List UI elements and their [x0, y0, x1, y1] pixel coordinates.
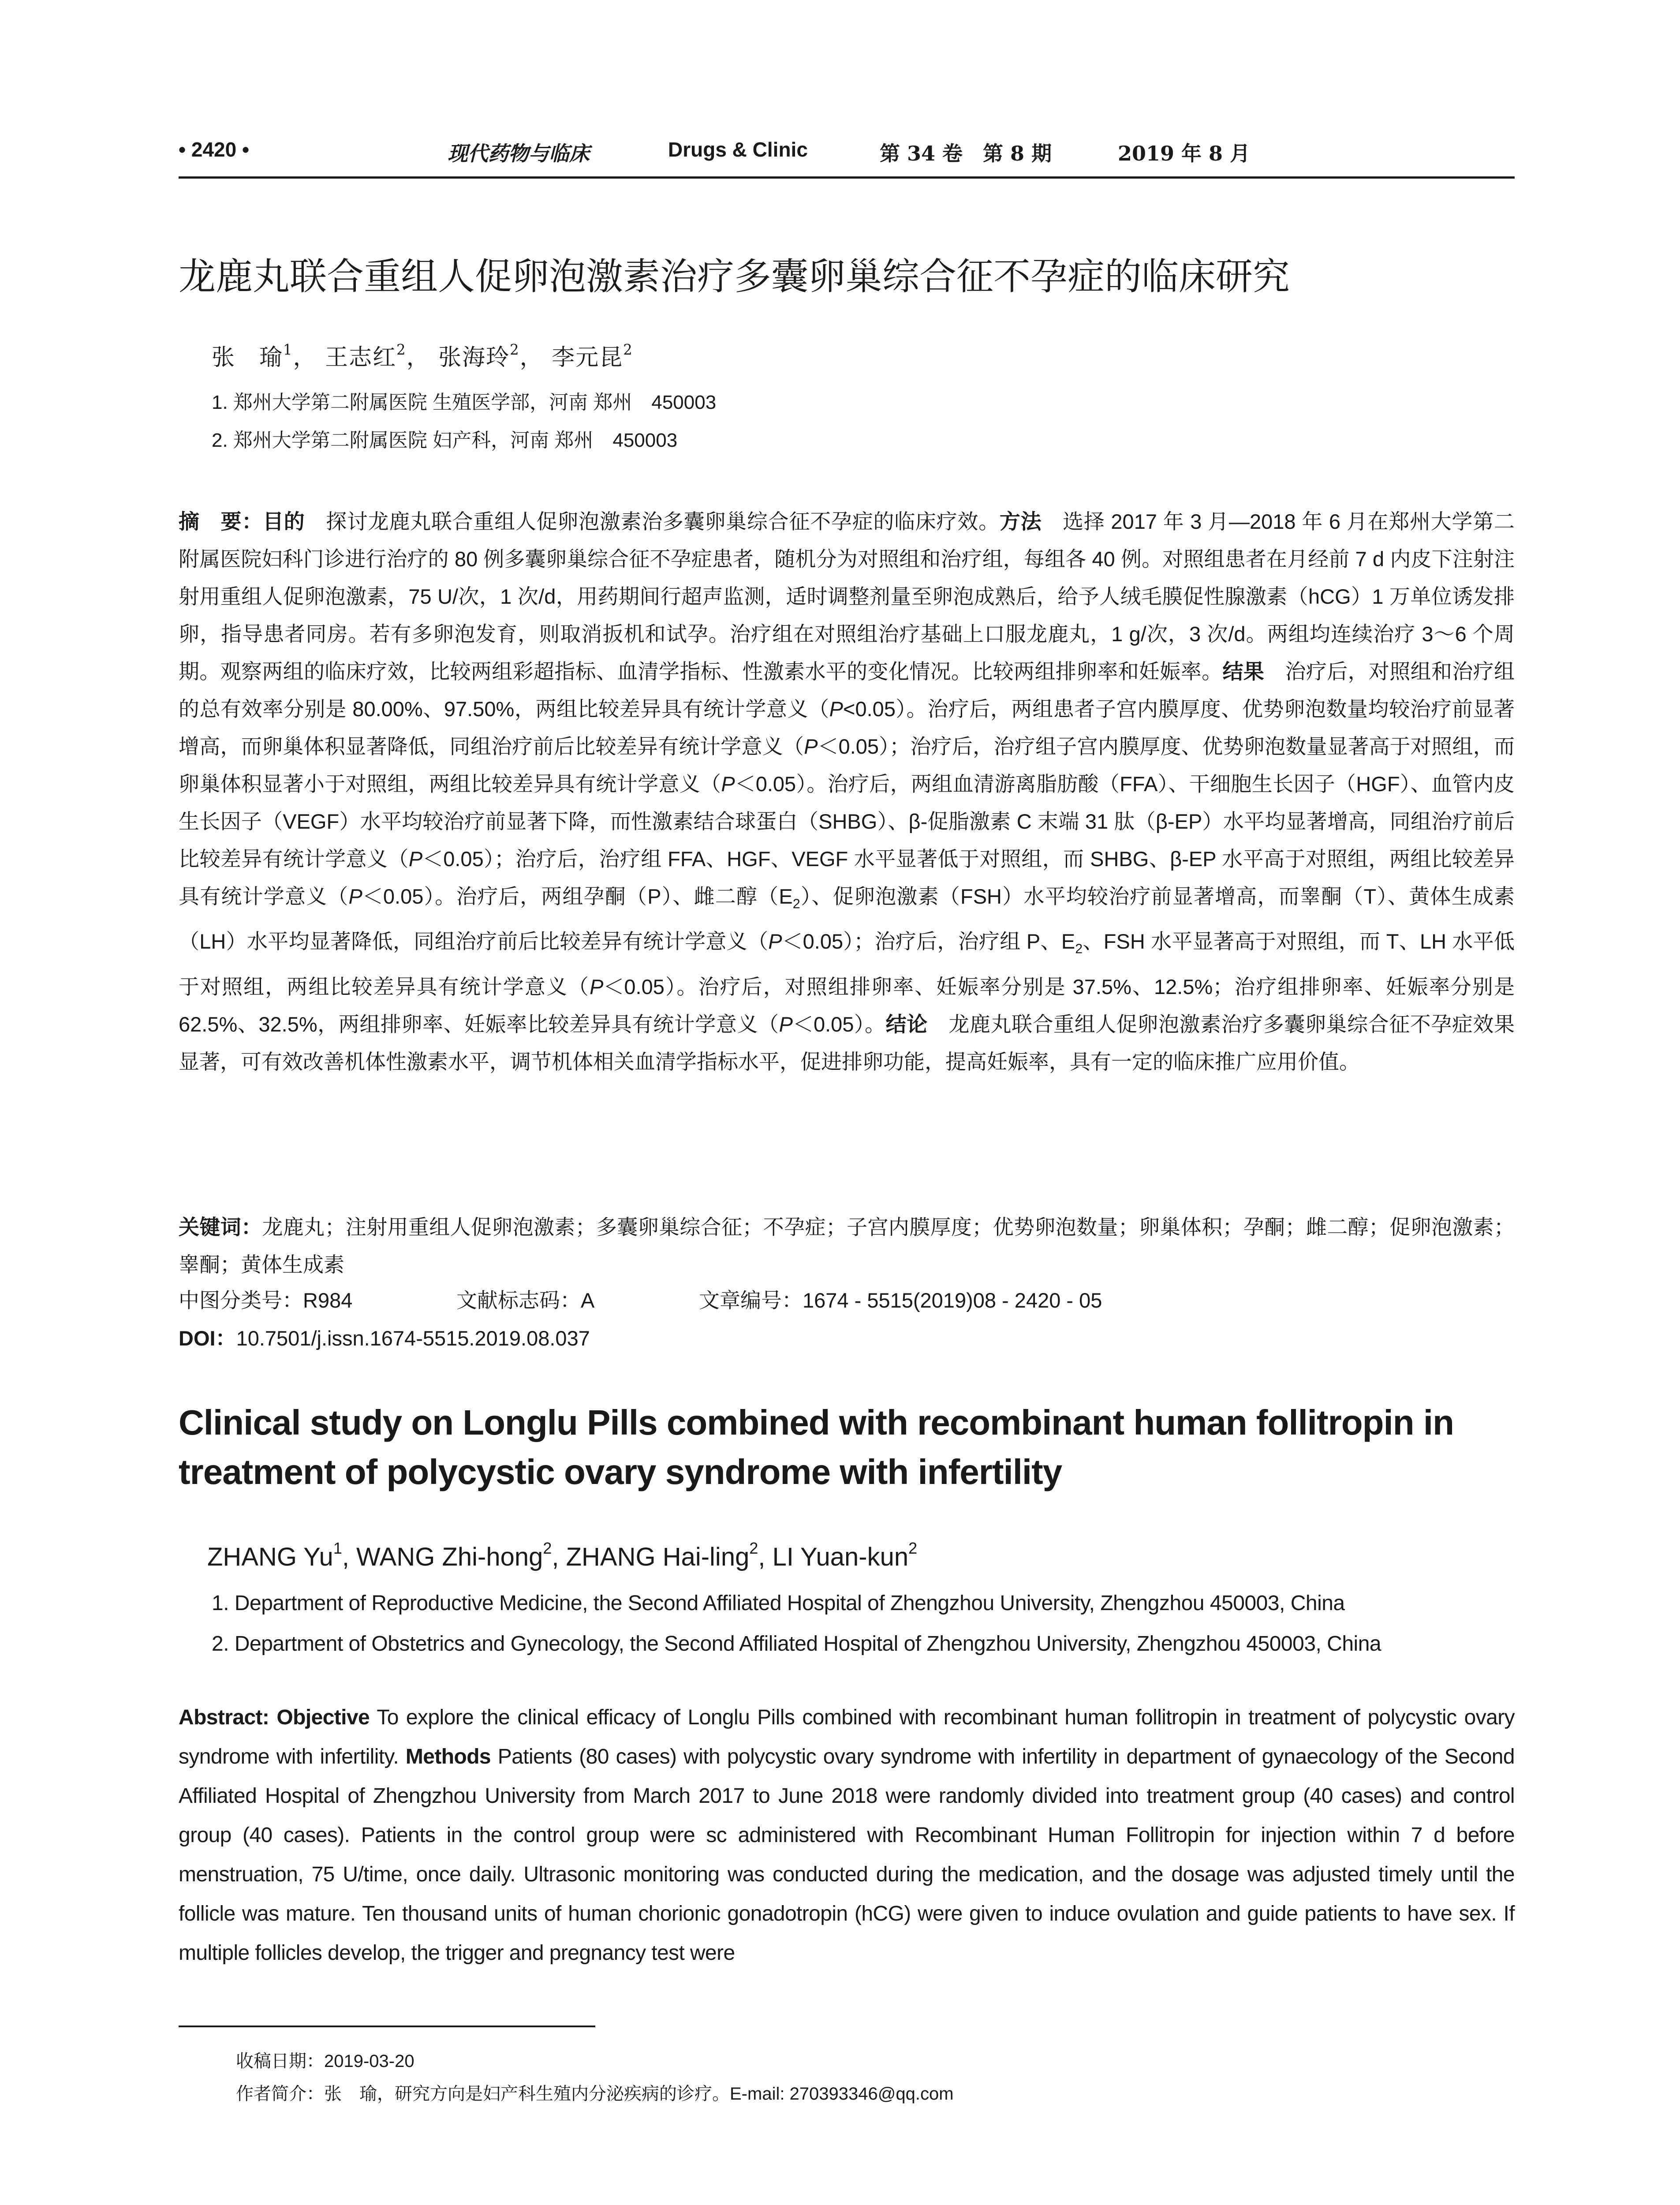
p-value-symbol: P	[779, 1012, 793, 1036]
results-text: ＜0.05）；治疗后，治疗组 FFA、HGF、VEGF 水平显著低于对照组，而 SHBG、β-EP 水平高于对照组，两组比较差异具有统计学意义（	[179, 847, 1515, 908]
author-name: 张 瑜	[212, 344, 284, 371]
author-affiliation-mark: 2	[543, 1539, 552, 1557]
p-value-symbol: P	[590, 975, 604, 998]
volume-issue: 第 34 卷 第 8 期	[880, 142, 1052, 165]
affiliation-en-1: 1. Department of Reproductive Medicine, the Second Affiliated Hospital of Zhengzhou University, Zhengzhou 450003, China	[212, 1592, 1345, 1615]
abstract-cn	[179, 503, 1515, 1080]
doi-line	[179, 1322, 590, 1352]
running-header	[179, 138, 1515, 177]
p-value-symbol: P	[829, 697, 844, 721]
results-text: 治疗后，对照组和治疗组的总有效率分别是 80.00%、97.50%，两组比较差异具有统计学意义（	[179, 660, 1515, 721]
keywords-cn	[179, 1208, 1515, 1283]
results-text: ）、促卵泡激素（FSH）水平均较治疗前显著增高，而睾酮（T）、黄体生成素（LH）水平均显著降低，同组治疗前后比较差异有统计学意义（	[179, 885, 1515, 953]
p-value-symbol: P	[348, 885, 362, 908]
affiliation-cn-2: 2. 郑州大学第二附属医院 妇产科，河南 郑州 450003	[212, 430, 678, 451]
objective-label-en: Objective	[276, 1706, 370, 1729]
author-affiliation-mark: 1	[333, 1539, 342, 1557]
author-affiliation-mark: 1	[283, 341, 293, 358]
author-name: LI Yuan-kun	[772, 1542, 909, 1571]
author-name: WANG Zhi-hong	[356, 1542, 543, 1571]
affiliation-en-2: 2. Department of Obstetrics and Gynecology, the Second Affiliated Hospital of Zhengzhou University, Zhengzhou 450003, China	[212, 1632, 1381, 1656]
issue-date: 2019 年 8 月	[1118, 142, 1251, 165]
results-text: ＜0.05）；治疗后，治疗组子宫内膜厚度、优势卵泡数量显著高于对照组，而卵巢体积显著小于对照组，两组比较差异具有统计学意义（	[179, 735, 1515, 796]
journal-name-cn: 现代药物与临床	[448, 142, 590, 165]
methods-label: 方法	[999, 510, 1042, 533]
authors-cn: 张 瑜$^1$， 王志红$^2$， 张海玲$^2$， 李元昆$^2$	[212, 341, 633, 371]
author-affiliation-mark: 2	[749, 1539, 758, 1557]
objective-label: 目的	[262, 510, 305, 533]
subscript: 2	[1075, 941, 1083, 957]
objective-text: 探讨龙鹿丸联合重组人促卵泡激素治多囊卵巢综合征不孕症的临床疗效。	[305, 510, 1000, 533]
abstract-en	[179, 1698, 1515, 1973]
author-bio: 作者简介：张 瑜，研究方向是妇产科生殖内分泌疾病的诊疗。E-mail: 270393346@qq.com	[236, 2084, 954, 2104]
header-rule	[179, 176, 1515, 179]
results-text: 、FSH 水平显著高于对照组，而 T、LH 水平低于对照组，两组比较差异具有统计学意义（	[179, 930, 1515, 998]
article-title-cn: 龙鹿丸联合重组人促卵泡激素治疗多囊卵巢综合征不孕症的临床研究	[179, 256, 1290, 297]
doi-label: DOI：	[179, 1327, 236, 1350]
clc-number: 中图分类号：R984	[179, 1289, 353, 1312]
author-name: 张海玲	[438, 344, 510, 371]
keywords-text: 龙鹿丸；注射用重组人促卵泡激素；多囊卵巢综合征；不孕症；子宫内膜厚度；优势卵泡数量；卵巢体积；孕酮；雌二醇；促卵泡激素；睾酮；黄体生成素	[179, 1215, 1515, 1276]
results-text: ＜0.05）。治疗后，对照组排卵率、妊娠率分别是 37.5%、12.5%；治疗组排卵率、妊娠率分别是 62.5%、32.5%，两组排卵率、妊娠率比较差异具有统计学意义（	[179, 975, 1515, 1036]
journal-name-en: Drugs & Clinic	[668, 138, 808, 161]
keywords-label: 关键词：	[179, 1215, 262, 1239]
results-text: ＜0.05）。治疗后，两组血清游离脂肪酸（FFA）、干细胞生长因子（HGF）、血管内皮生长因子（VEGF）水平均较治疗前显著下降，而性激素结合球蛋白（SHBG）、β-促脂激素 C 末端 31 肽（β-EP）水平均显著增高，同组治疗前后比较差异有统计学意义（	[179, 772, 1515, 871]
results-text: ＜0.05）。治疗后，两组孕酮（P）、雌二醇（E	[362, 885, 793, 908]
results-text: ＜0.05）；治疗后，治疗组 P、E	[782, 930, 1075, 953]
author-affiliation-mark: 2	[396, 341, 407, 358]
p-value-symbol: P	[804, 735, 818, 758]
results-label: 结果	[1222, 660, 1265, 683]
author-name: 李元昆	[552, 344, 623, 371]
p-value-symbol: P	[768, 930, 782, 953]
author-name: ZHANG Yu	[207, 1542, 333, 1571]
p-value-symbol: P	[408, 847, 423, 871]
authors-en: ZHANG Yu$^1$, WANG Zhi-hong$^2$, ZHANG Hai-ling$^2$, LI Yuan-kun$^2$	[207, 1539, 918, 1571]
document-code: 文献标志码：A	[456, 1289, 595, 1312]
author-name: ZHANG Hai-ling	[566, 1542, 750, 1571]
doi-value: 10.7501/j.issn.1674-5515.2019.08.037	[236, 1327, 590, 1350]
conclusion-label: 结论	[885, 1012, 928, 1036]
footnote-rule	[179, 2026, 595, 2027]
conclusion-text: 龙鹿丸联合重组人促卵泡激素治疗多囊卵巢综合征不孕症效果显著，可有效改善机体性激素水平，调节机体相关血清学指标水平，促进排卵功能，提高妊娠率，具有一定的临床推广应用价值。	[179, 1012, 1515, 1073]
methods-text: 选择 2017 年 3 月—2018 年 6 月在郑州大学第二附属医院妇科门诊进行治疗的 80 例多囊卵巢综合征不孕症患者，随机分为对照组和治疗组，每组各 40 例。对照组患者在月经前 7 d 内皮下注射注射用重组人促卵泡激素，75 U/次，1 次/d，用药期间行超声监测，适时调整剂量至卵泡成熟后，给予人绒毛膜促性腺激素（hCG）1 万单位诱发排卵，指导患者同房。若有多卵泡发育，则取消扳机和试孕。治疗组在对照组治疗基础上口服龙鹿丸，1 g/次，3 次/d。两组均连续治疗 3～6 个周期。观察两组的临床疗效，比较两组彩超指标、血清学指标、性激素水平的变化情况。比较两组排卵率和妊娠率。	[179, 510, 1515, 683]
p-value-symbol: P	[721, 772, 735, 796]
abstract-label: 摘 要：	[179, 510, 263, 533]
author-affiliation-mark: 2	[510, 341, 520, 358]
results-text: ＜0.05）。	[792, 1012, 886, 1036]
methods-text-en: Patients (80 cases) with polycystic ovary syndrome with infertility in department of gynaecology of the Second Affiliated Hospital of Zhengzhou University from March 2017 to June 2018 were randomly divided into treatment group (40 cases) and control group (40 cases). Patients in the control group were sc administered with Recombinant Human Follitropin for injection within 7 d before menstruation, 75 U/time, once daily. Ultrasonic monitoring was conducted during the medication, and the dosage was adjusted timely until the follicle was mature. Ten thousand units of human chorionic gonadotropin (hCG) were given to induce ovulation and guide patients to have sex. If multiple follicles develop, the trigger and pregnancy test were	[179, 1745, 1515, 1965]
received-date: 收稿日期：2019-03-20	[236, 2052, 414, 2071]
article-number: 文章编号：1674 - 5515(2019)08 - 2420 - 05	[699, 1289, 1102, 1312]
author-affiliation-mark: 2	[623, 341, 633, 358]
abstract-label-en: Abstract:	[179, 1706, 269, 1729]
objective-text-en: To explore the clinical efficacy of Longlu Pills combined with recombinant human follitropin in treatment of polycystic ovary syndrome with infertility.	[179, 1706, 1515, 1768]
affiliation-cn-1: 1. 郑州大学第二附属医院 生殖医学部，河南 郑州 450003	[212, 392, 717, 413]
page-number: • 2420 •	[179, 138, 250, 161]
author-name: 王志红	[325, 344, 397, 371]
article-title-en: Clinical study on Longlu Pills combined with recombinant human follitropin in treatment of polycystic ovary syndrome with infertility	[179, 1403, 1454, 1491]
classification-line	[179, 1284, 1102, 1314]
subscript: 2	[792, 896, 800, 912]
methods-label-en: Methods	[405, 1745, 491, 1768]
results-text: <0.05）。治疗后，两组患者子宫内膜厚度、优势卵泡数量均较治疗前显著增高，而卵巢体积显著降低，同组治疗前后比较差异有统计学意义（	[179, 697, 1515, 758]
author-affiliation-mark: 2	[908, 1539, 918, 1557]
